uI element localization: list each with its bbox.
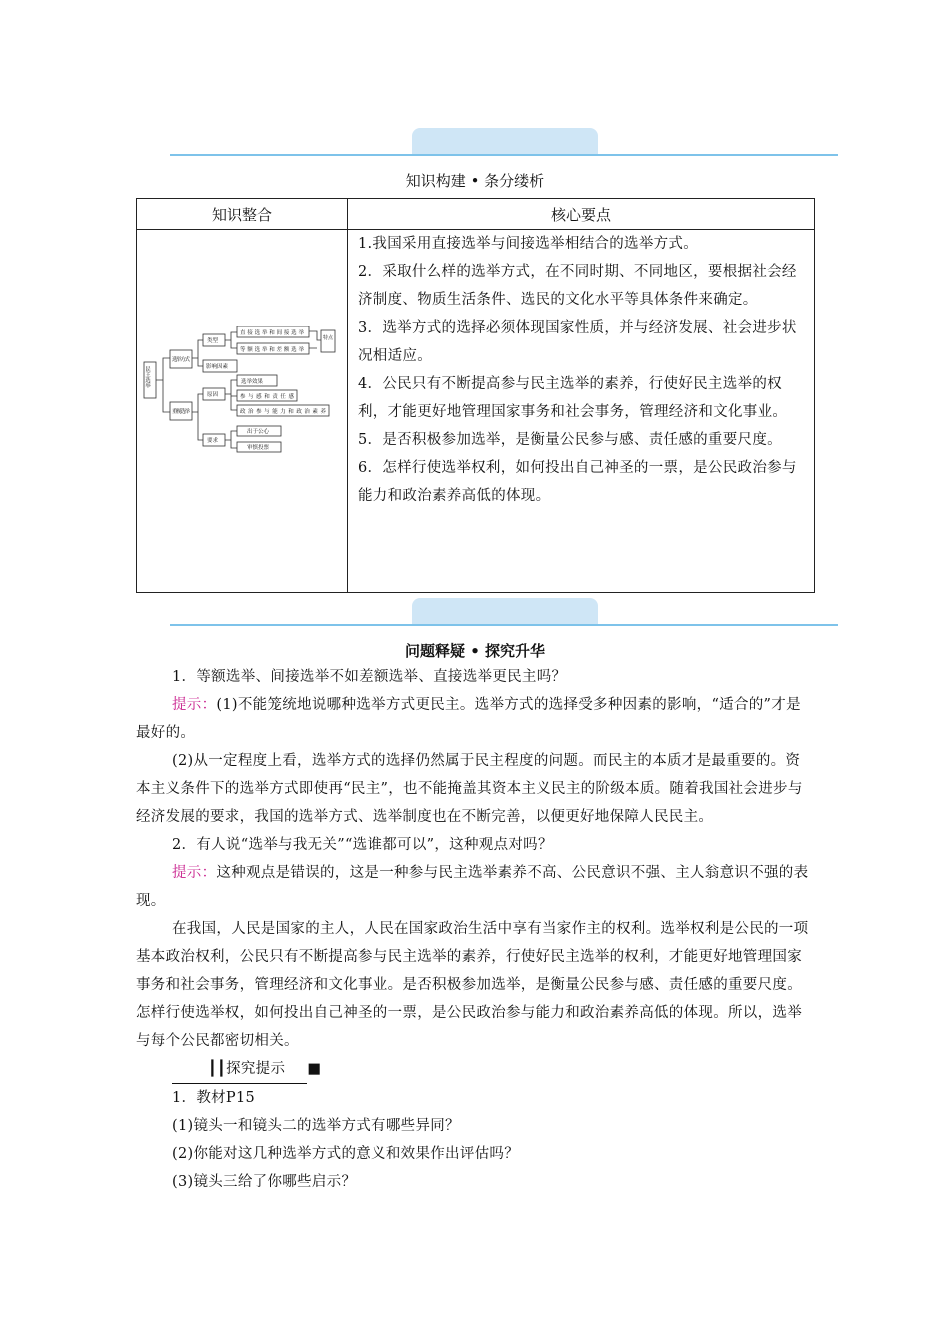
banner-tab [412,128,598,154]
question-1: 1．等额选举、间接选举不如差额选举、直接选举更民主吗？ [172,669,567,685]
mindmap-requirement: 要求 [207,438,219,444]
mindmap-diagram [143,326,339,456]
explore-end-mark: ■ [307,1061,322,1077]
mindmap-factor: 影响因素 [206,364,229,370]
section-title-1: 知识构建 • 条分缕析 [405,172,545,190]
banner-line [170,624,838,626]
answer-1-part-1: 提示：(1)不能笼统地说哪种选举方式更民主。选举方式的选择受多种因素的影响，“适合的”才是最好的。 [136,697,801,741]
mindmap-type-item: 等额选举和差额选举 [240,347,304,353]
question-2: 2．有人说“选举与我无关”“选谁都可以”，这种观点对吗？ [172,837,553,853]
answer-2-part-2: 在我国，人民是国家的主人，人民在国家政治生活中享有当家作主的权利。选举权利是公民的一项基本政治权利，公民只有不断提高参与民主选举的素养，行使好民主选举的权利，才能更好地管理国家事务和社会事务，管理经济和文化事业。是否积极参加选举，是衡量公民参与感、责任感的重要尺度。怎样行使选举权，如何投出自己神圣的一票，是公民政治参与能力和政治素养高低的体现。所以，选举与每个公民都密切相关。 [136,921,809,1049]
core-point: 2．采取什么样的选举方式，在不同时期、不同地区，要根据社会经济制度、物质生活条件、选民的文化水平等具体条件来确定。 [358,264,797,308]
explore-marker: ┃┃ [208,1060,227,1077]
core-point: 5．是否积极参加选举，是衡量公民参与感、责任感的重要尺度。 [358,432,782,448]
explore-title: 探究提示 [226,1061,286,1077]
table-header-core-points: 核心要点 [348,199,815,230]
section-banner-2 [170,598,838,628]
section-title-2: 问题释疑 • 探究升华 [404,642,546,660]
qa-section [136,663,814,1196]
banner-line [170,154,838,156]
mindmap-requirement-item: 出于公心 [247,429,270,435]
mindmap-root: 民主选举 [144,366,150,388]
explore-sub-3: (3)镜头三给了你哪些启示？ [172,1174,357,1190]
mindmap-type: 类型 [207,338,219,344]
section-banner-1 [170,128,838,158]
explore-sub-1: (1)镜头一和镜头二的选举方式有哪些异同？ [172,1118,460,1134]
tip-label: 提示： [172,697,217,713]
mindmap-feature: 特点 [323,335,334,341]
core-point: 6．怎样行使选举权利，如何投出自己神圣的一票，是公民政治参与能力和政治素养高低的体现。 [358,460,797,504]
explore-sub-2: (2)你能对这几种选举方式的意义和效果作出评估吗？ [172,1146,520,1162]
answer-2-part-1: 提示：这种观点是错误的，这是一种参与民主选举素养不高、公民意识不强、主人翁意识不强的表现。 [136,865,809,909]
tip-label: 提示： [172,865,217,881]
mindmap-reason: 原因 [207,392,219,398]
core-point: 4．公民只有不断提高参与民主选举的素养，行使好民主选举的权利，才能更好地管理国家事务和社会事务，管理经济和文化事业。 [358,376,788,420]
explore-heading [136,1055,814,1084]
mindmap-branch-method: 选举方式 [172,357,190,363]
table-header-integration: 知识整合 [137,199,348,230]
mindmap-reason-item: 选举效果 [241,379,264,385]
mindmap-type-item: 直接选举和间接选举 [240,330,304,336]
mindmap-reason-item: 政治参与能力和政治素养 [240,409,326,415]
answer-1-part-2: (2)从一定程度上看，选举方式的选择仍然属于民主程度的问题。而民主的本质才是最重要的。资本主义条件下的选举方式即使再“民主”，也不能掩盖其资本主义民主的阶级本质。随着我国社会进步与经济发展的要求，我国的选举方式、选举制度也在不断完善，以便更好地保障人民民主。 [136,753,803,825]
banner-tab [412,598,598,624]
mindmap-reason-item: 参与感和责任感 [240,394,294,400]
core-point: 3．选举方式的选择必须体现国家性质，并与经济发展、社会进步状况相适应。 [358,320,797,364]
mindmap-branch-value: 重视选举 [172,409,190,415]
core-point: 1.我国采用直接选举与间接选举相结合的选举方式。 [358,236,699,252]
mindmap-requirement-item: 审慎投票 [247,445,270,451]
explore-item-1: 1．教材P15 [172,1090,256,1106]
core-points-cell [348,230,815,593]
